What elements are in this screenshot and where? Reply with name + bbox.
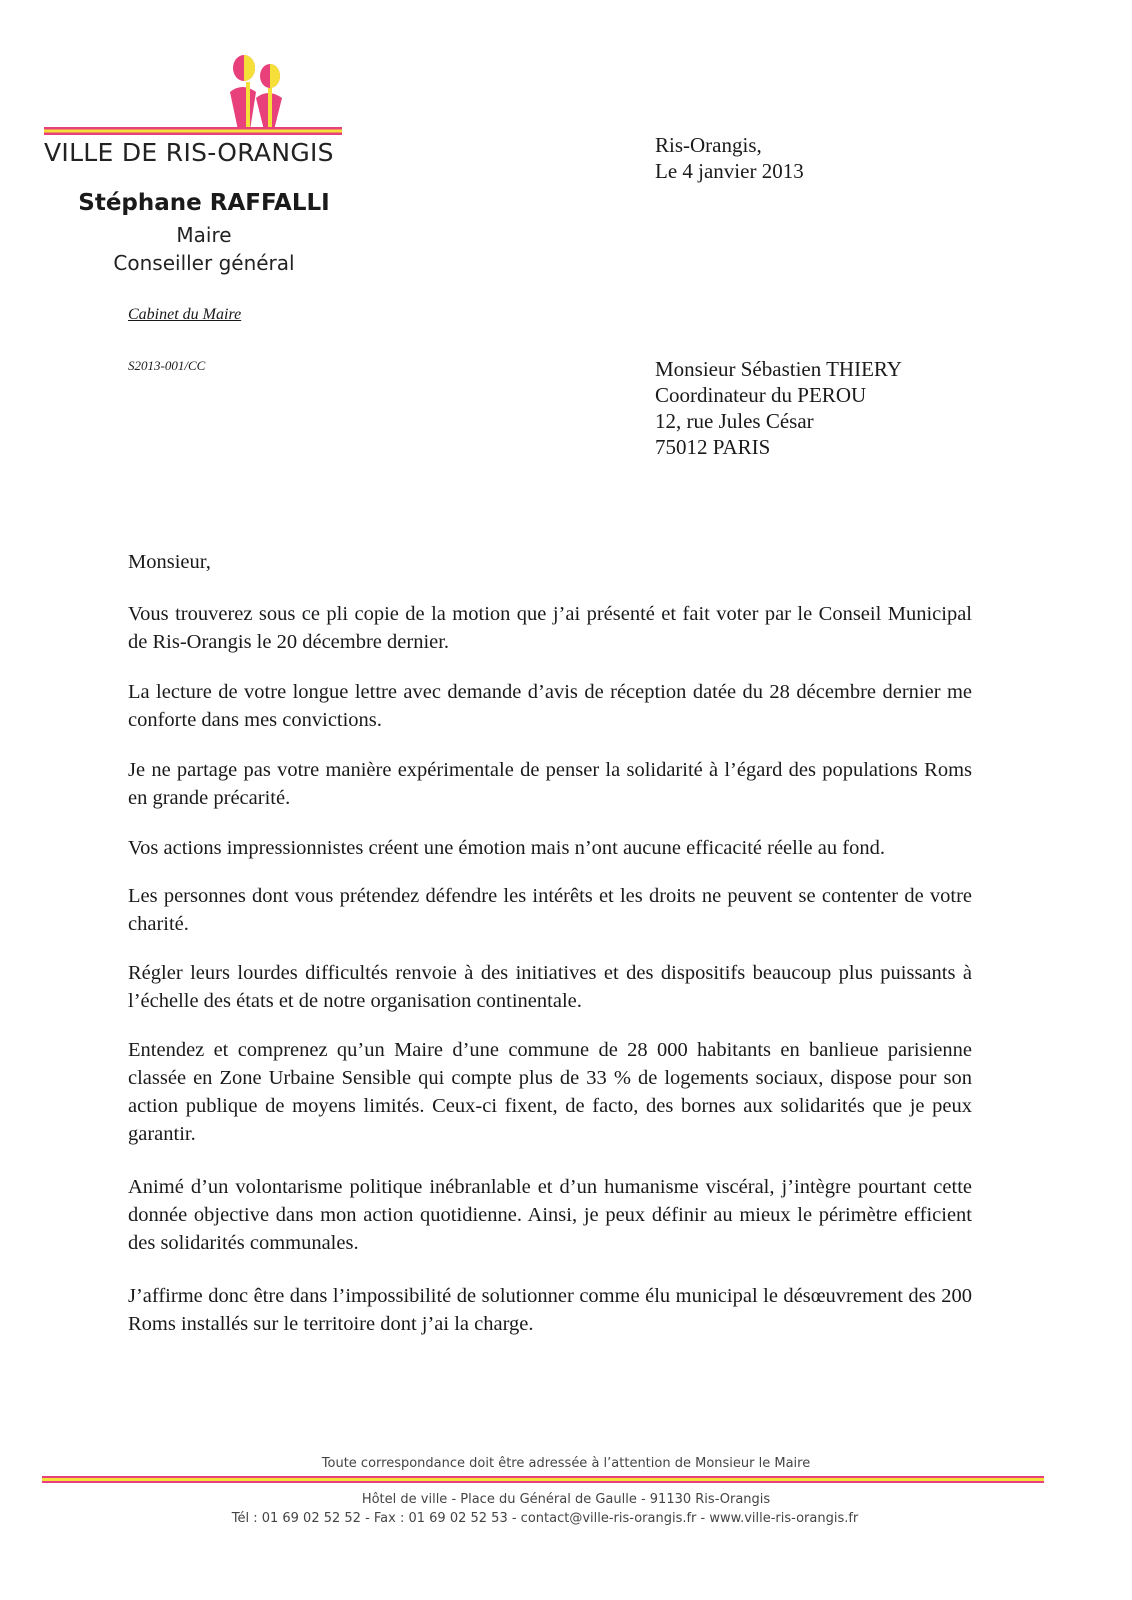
mayor-title: Maire xyxy=(176,223,232,247)
mayor-name: Stéphane RAFFALLI xyxy=(78,190,330,216)
place-date xyxy=(655,132,804,184)
footer-contact: Tél : 01 69 02 52 52 - Fax : 01 69 02 52 53 - contact@ville-ris-orangis.fr - www.ville-ris-orangis.fr xyxy=(231,1511,859,1526)
reference-number: S2013-001/CC xyxy=(128,358,206,373)
date: Le 4 janvier 2013 xyxy=(655,159,804,183)
recipient-city: 75012 PARIS xyxy=(655,435,771,459)
paragraph: Vos actions impressionnistes créent une émotion mais n’ont aucune efficacité réelle au fond. xyxy=(128,837,885,859)
paragraph: Vous trouverez sous ce pli copie de la motion que j’ai présenté et fait voter par le Conseil Municipal de Ris-Orangis le 20 décembre dernier. xyxy=(128,603,972,653)
paragraph: J’affirme donc être dans l’impossibilité de solutionner comme élu municipal le désœuvrement des 200 Roms installés sur le territoire dont j’ai la charge. xyxy=(128,1285,972,1335)
paragraph: Les personnes dont vous prétendez défendre les intérêts et les droits ne peuvent se contenter de votre charité. xyxy=(128,885,972,935)
recipient-address xyxy=(655,356,902,460)
recipient-role: Coordinateur du PEROU xyxy=(655,383,867,407)
city-logo-icon xyxy=(222,52,292,132)
paragraph: Animé d’un volontarisme politique inébranlable et d’un humanisme viscéral, j’intègre pourtant cette donnée objective dans mon action quotidienne. Ainsi, je peux définir au mieux le périmètre efficient des solidarités communales. xyxy=(128,1176,972,1254)
footer-stripe xyxy=(42,1476,1044,1483)
footer-address: Hôtel de ville - Place du Général de Gaulle - 91130 Ris-Orangis xyxy=(361,1492,771,1507)
recipient-street: 12, rue Jules César xyxy=(655,409,814,433)
salutation: Monsieur, xyxy=(128,551,211,573)
footer-notice: Toute correspondance doit être adressée à l’attention de Monsieur le Maire xyxy=(321,1456,811,1471)
paragraph: La lecture de votre longue lettre avec demande d’avis de réception datée du 28 décembre dernier me conforte dans mes convictions. xyxy=(128,681,972,731)
recipient-name: Monsieur Sébastien THIERY xyxy=(655,357,902,381)
logo-stripe xyxy=(44,127,342,135)
city-name: VILLE DE RIS-ORANGIS xyxy=(44,138,334,167)
paragraph: Entendez et comprenez qu’un Maire d’une commune de 28 000 habitants en banlieue parisienne classée en Zone Urbaine Sensible qui compte plus de 33 % de logements sociaux, dispose pour son action publique de moyens limités. Ceux-ci fixent, de facto, des bornes aux solidarités que je peux garantir. xyxy=(128,1039,972,1145)
paragraph: Régler leurs lourdes difficultés renvoie à des initiatives et des dispositifs beaucoup plus puissants à l’échelle des états et de notre organisation continentale. xyxy=(128,962,972,1012)
mayor-second-title: Conseiller général xyxy=(113,251,295,275)
paragraph: Je ne partage pas votre manière expérimentale de penser la solidarité à l’égard des populations Roms en grande précarité. xyxy=(128,759,972,809)
office-name: Cabinet du Maire xyxy=(128,306,242,323)
place: Ris-Orangis, xyxy=(655,133,762,157)
